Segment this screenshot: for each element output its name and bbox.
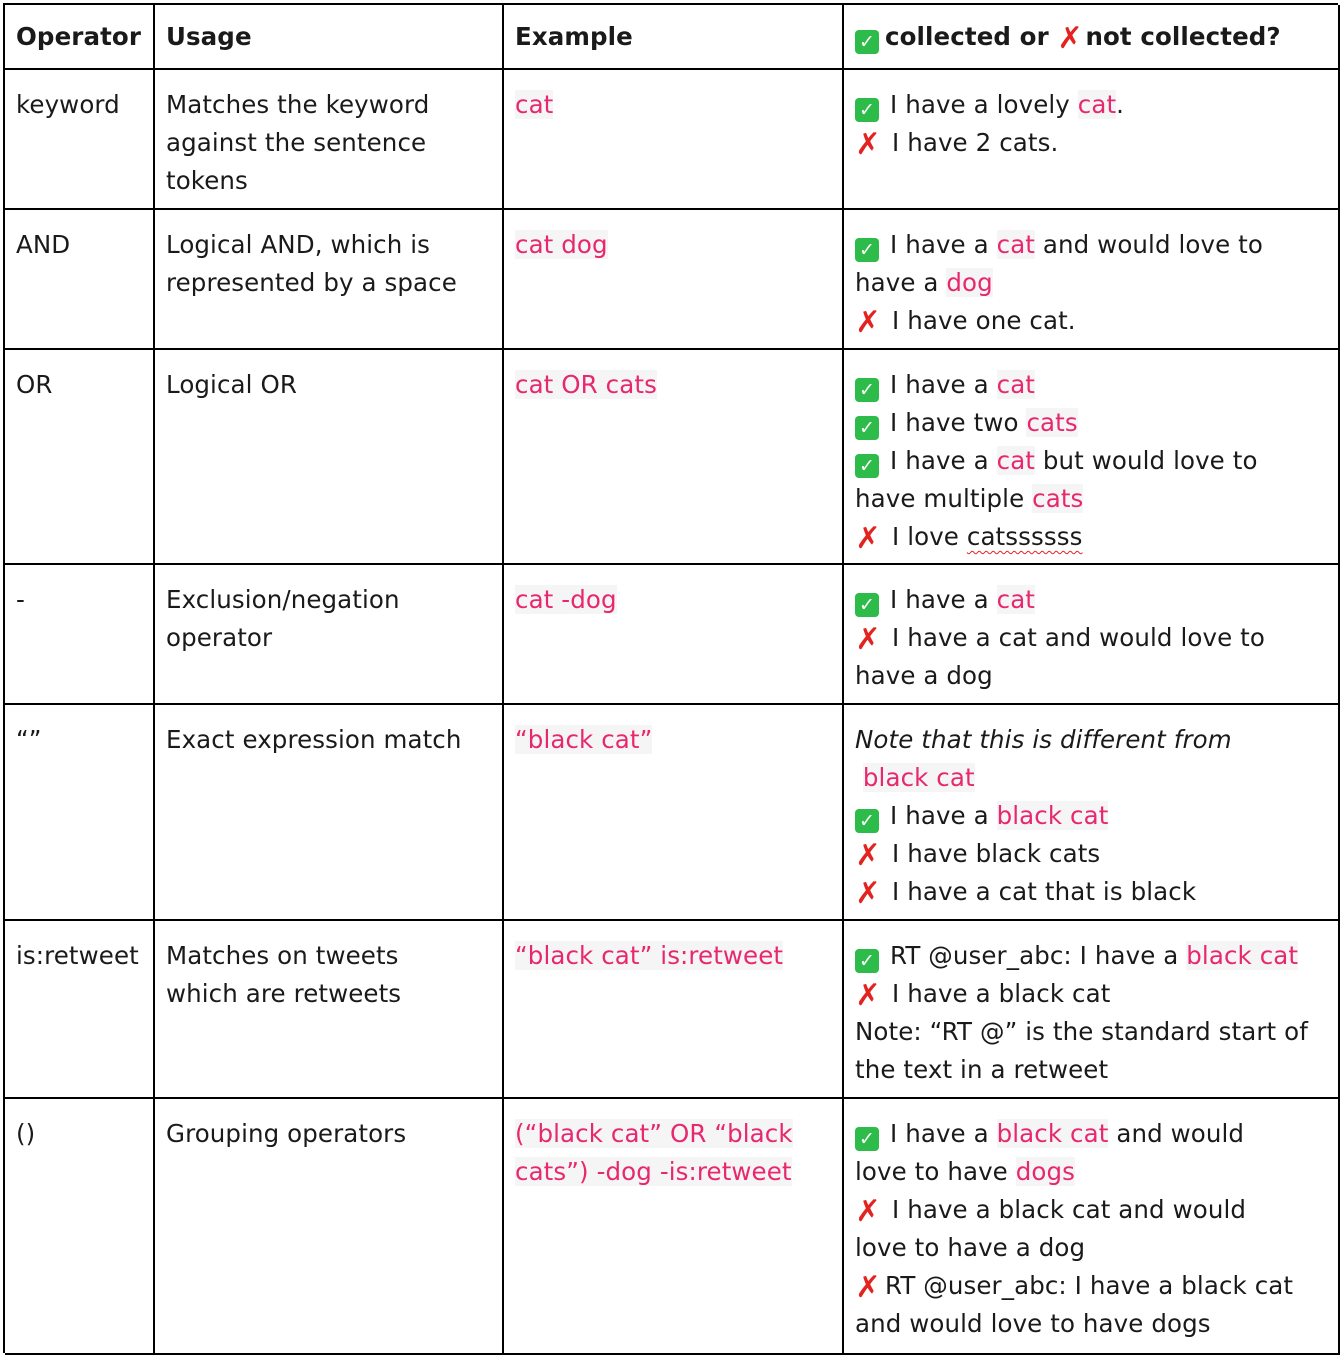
result-collected: ✓ I have a black cat [855, 797, 1327, 835]
example-query: cat -dog [515, 585, 617, 614]
row-keyword-example [504, 70, 844, 210]
usage-line: tokens [166, 166, 248, 195]
usage-line: operator [166, 623, 273, 652]
header-collected-label: collected or [885, 22, 1049, 51]
result-not-collected: ✗ I have black cats [855, 838, 1101, 873]
header-usage: Usage [155, 5, 504, 70]
row-exclusion-operator: - [5, 565, 155, 705]
row-grouping-usage [155, 1099, 504, 1355]
header-not-collected-label: not collected? [1085, 22, 1281, 51]
row-grouping-operator: () [5, 1099, 155, 1355]
result-not-collected: ✗ I have a cat that is black [855, 876, 1197, 911]
row-exclusion-example [504, 565, 844, 705]
result-collected: ✓ I have a cat and would love to [855, 226, 1327, 264]
row-and-usage [155, 210, 504, 350]
row-grouping-example [504, 1099, 844, 1355]
example-query: cat dog [515, 230, 608, 259]
usage-line: Matches on tweets [166, 941, 399, 970]
result-collected: ✓ I have a cat [855, 581, 1327, 619]
result-note: the text in a retweet [855, 1055, 1109, 1084]
usage-line: represented by a space [166, 268, 457, 297]
row-or-results [844, 350, 1340, 565]
row-or-example [504, 350, 844, 565]
checkmark-icon: ✓ [855, 1127, 879, 1151]
result-collected-cont: have a dog [855, 268, 993, 297]
usage-line: Exclusion/negation [166, 585, 400, 614]
cross-icon: ✗ [855, 305, 881, 340]
checkmark-icon: ✓ [855, 98, 879, 122]
checkmark-icon: ✓ [855, 454, 879, 478]
result-not-collected-cont: love to have a dog [855, 1233, 1086, 1262]
row-or-usage [155, 350, 504, 565]
result-not-collected: ✗ I love catssssss [855, 521, 1083, 556]
row-exact-operator: “” [5, 705, 155, 921]
result-collected: ✓ I have a cat but would love to [855, 442, 1327, 480]
usage-line: Logical OR [166, 370, 297, 399]
row-exclusion-results [844, 565, 1340, 705]
row-or-operator: OR [5, 350, 155, 565]
checkmark-icon: ✓ [855, 378, 879, 402]
cross-icon: ✗ [855, 1194, 881, 1229]
row-and-results [844, 210, 1340, 350]
row-retweet-usage [155, 921, 504, 1099]
row-grouping-results [844, 1099, 1340, 1355]
cross-icon: ✗ [855, 876, 881, 911]
row-keyword-results [844, 70, 1340, 210]
spellcheck-word: catssssss [966, 522, 1083, 551]
usage-line: Grouping operators [166, 1119, 407, 1148]
checkmark-icon: ✓ [855, 30, 879, 54]
result-collected: ✓ I have two cats [855, 404, 1327, 442]
usage-line: Logical AND, which is [166, 230, 431, 259]
usage-line: against the sentence [166, 128, 427, 157]
cross-icon: ✗ [855, 622, 881, 657]
row-retweet-operator: is:retweet [5, 921, 155, 1099]
header-operator: Operator [5, 5, 155, 70]
result-note: Note: “RT @” is the standard start of [855, 1017, 1308, 1046]
checkmark-icon: ✓ [855, 416, 879, 440]
example-query-line: cats”) -dog -is:retweet [515, 1157, 792, 1186]
result-not-collected: ✗ I have one cat. [855, 305, 1076, 340]
checkmark-icon: ✓ [855, 809, 879, 833]
result-not-collected: ✗ RT @user_abc: I have a black cat [855, 1270, 1294, 1305]
row-and-operator: AND [5, 210, 155, 350]
row-exact-example [504, 705, 844, 921]
usage-line: Matches the keyword [166, 90, 430, 119]
example-query-line: (“black cat” OR “black [515, 1119, 793, 1148]
row-retweet-example [504, 921, 844, 1099]
cross-icon: ✗ [1057, 21, 1083, 56]
result-not-collected-cont: and would love to have dogs [855, 1309, 1211, 1338]
row-and-example [504, 210, 844, 350]
row-exclusion-usage [155, 565, 504, 705]
result-collected-cont: love to have dogs [855, 1157, 1076, 1186]
example-query: cat OR cats [515, 370, 657, 399]
result-not-collected: ✗ I have a cat and would love to [855, 622, 1265, 657]
cross-icon: ✗ [855, 838, 881, 873]
header-example: Example [504, 5, 844, 70]
row-keyword-usage [155, 70, 504, 210]
result-not-collected: ✗ I have a black cat [855, 978, 1111, 1013]
cross-icon: ✗ [855, 521, 881, 556]
result-collected: ✓ I have a lovely cat. [855, 86, 1327, 124]
row-exact-usage [155, 705, 504, 921]
row-keyword-operator: keyword [5, 70, 155, 210]
result-collected: ✓ I have a black cat and would [855, 1115, 1327, 1153]
example-query: “black cat” is:retweet [515, 941, 784, 970]
usage-line: Exact expression match [166, 725, 462, 754]
result-not-collected: ✗ I have a black cat and would [855, 1194, 1247, 1229]
operator-table [3, 3, 1338, 1353]
row-exact-results [844, 705, 1340, 921]
usage-line: which are retweets [166, 979, 402, 1008]
result-collected: ✓ RT @user_abc: I have a black cat [855, 937, 1327, 975]
result-not-collected-cont: have a dog [855, 661, 993, 690]
example-query: cat [515, 90, 554, 119]
checkmark-icon: ✓ [855, 949, 879, 973]
result-collected: ✓ I have a cat [855, 366, 1327, 404]
cross-icon: ✗ [855, 127, 881, 162]
example-query: “black cat” [515, 725, 653, 754]
result-note: Note that this is different from [855, 725, 1232, 754]
row-retweet-results [844, 921, 1340, 1099]
header-collected [844, 5, 1340, 70]
cross-icon: ✗ [855, 978, 881, 1013]
checkmark-icon: ✓ [855, 593, 879, 617]
result-not-collected: ✗ I have 2 cats. [855, 127, 1059, 162]
result-note-highlight: black cat [862, 763, 975, 792]
checkmark-icon: ✓ [855, 238, 879, 262]
result-collected-cont: have multiple cats [855, 484, 1084, 513]
cross-icon: ✗ [855, 1270, 881, 1305]
